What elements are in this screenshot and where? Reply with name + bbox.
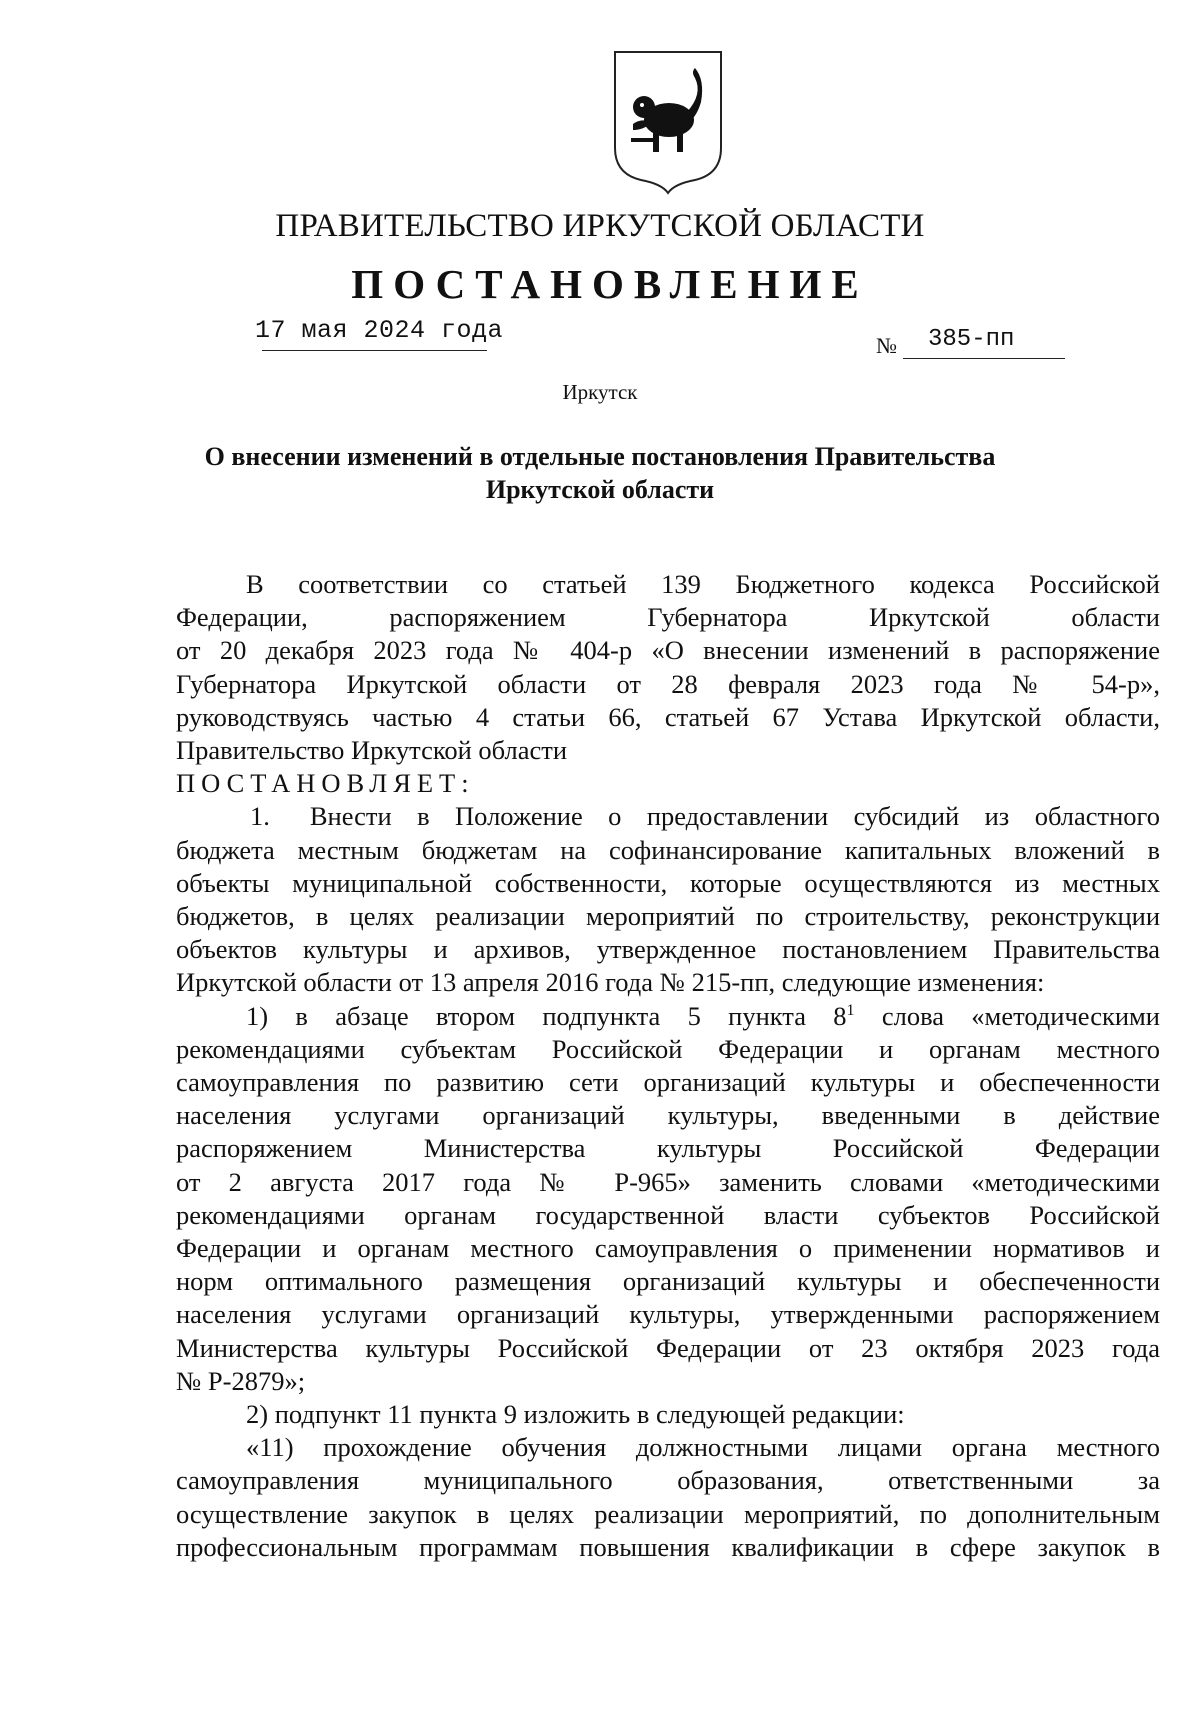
text-line: объекты муниципальной собственности, которые осуществляются из местных (176, 867, 1160, 898)
item-1-first-line (176, 800, 1160, 833)
text-line: Федерации и органам местного самоуправления о применении нормативов и (176, 1233, 1160, 1264)
subitem-2: 2) подпункт 11 пункта 9 изложить в следующей редакции: (246, 1399, 905, 1430)
text-line: норм оптимального размещения организаций культуры и обеспеченности (176, 1266, 1160, 1297)
text-line: профессиональным программам повышения квалификации в сфере закупок в (176, 1531, 1160, 1562)
text-line: бюджета местным бюджетам на софинансирование капитальных вложений в (176, 834, 1160, 865)
document-title (200, 440, 1000, 506)
text-line: Правительство Иркутской области (176, 735, 568, 766)
number-underline (903, 358, 1065, 359)
text-line: бюджетов, в целях реализации мероприятий по строительству, реконструкции (176, 901, 1160, 932)
text-line: рекомендациями органам государственной власти субъектов Российской (176, 1199, 1160, 1230)
text-line: руководствуясь частью 4 статьи 66, статьей 67 Устава Иркутской области, (176, 701, 1160, 732)
city: Иркутск (562, 380, 638, 404)
decree-word-text: ПОСТАНОВЛЯЕТ: (176, 768, 475, 799)
text-line: населения услугами организаций культуры, утвержденными распоряжением (176, 1299, 1160, 1330)
item-number: 1. (250, 801, 270, 832)
organization-name: ПРАВИТЕЛЬСТВО ИРКУТСКОЙ ОБЛАСТИ (275, 208, 925, 244)
text-line: Федерации, распоряжением Губернатора Иркутской области (176, 602, 1160, 633)
subitem-1-first-line (176, 1000, 1160, 1033)
document-number: 385-пп (928, 326, 1015, 353)
text-line: рекомендациями субъектам Российской Федерации и органам местного (176, 1033, 1160, 1064)
decree-word (176, 767, 1160, 800)
coat-of-arms-icon (611, 50, 725, 196)
document-type: ПОСТАНОВЛЕНИЕ (351, 261, 869, 307)
text-line: Иркутской области от 13 апреля 2016 года № 215-пп, следующие изменения: (176, 967, 1045, 998)
text-line: от 20 декабря 2023 года № 404-р «О внесении изменений в распоряжение (176, 635, 1160, 666)
date-underline (262, 350, 487, 351)
title-line: О внесении изменений в отдельные постановления Правительства (204, 442, 996, 471)
text-line: Губернатора Иркутской области от 28 февраля 2023 года № 54-р», (176, 668, 1160, 699)
text-line: самоуправления по развитию сети организаций культуры и обеспеченности (176, 1067, 1160, 1098)
text-line: В соответствии со статьей 139 Бюджетного кодекса Российской (246, 569, 1160, 599)
document-body (176, 568, 1160, 1564)
document-date: 17 мая 2024 года (255, 316, 504, 345)
text-line: Министерства культуры Российской Федерации от 23 октября 2023 года (176, 1332, 1160, 1363)
subitem-1-start: 1) в абзаце втором подпункта 5 пункта 8 (246, 1000, 847, 1031)
text-line: осуществление закупок в целях реализации мероприятий, по дополнительным (176, 1498, 1160, 1529)
text-line: от 2 августа 2017 года № Р-965» заменить словами «методическими (176, 1166, 1160, 1197)
title-line: Иркутской области (485, 475, 715, 504)
subitem-1-end: слова «методическими (854, 1000, 1160, 1031)
text-line: № Р-2879»; (176, 1365, 306, 1396)
text-line: самоуправления муниципального образования, ответственными за (176, 1465, 1160, 1496)
text-line: «11) прохождение обучения должностными лицами органа местного (246, 1432, 1160, 1463)
text-line: распоряжением Министерства культуры Российской Федерации (176, 1133, 1160, 1164)
text-line: объектов культуры и архивов, утвержденное постановлением Правительства (176, 934, 1160, 965)
text-line: населения услугами организаций культуры, введенными в действие (176, 1100, 1160, 1131)
superscript: 1 (846, 1001, 855, 1019)
item-1-text: Внести в Положение о предоставлении субсидий из областного (309, 801, 1160, 832)
number-sign: № (876, 333, 897, 358)
